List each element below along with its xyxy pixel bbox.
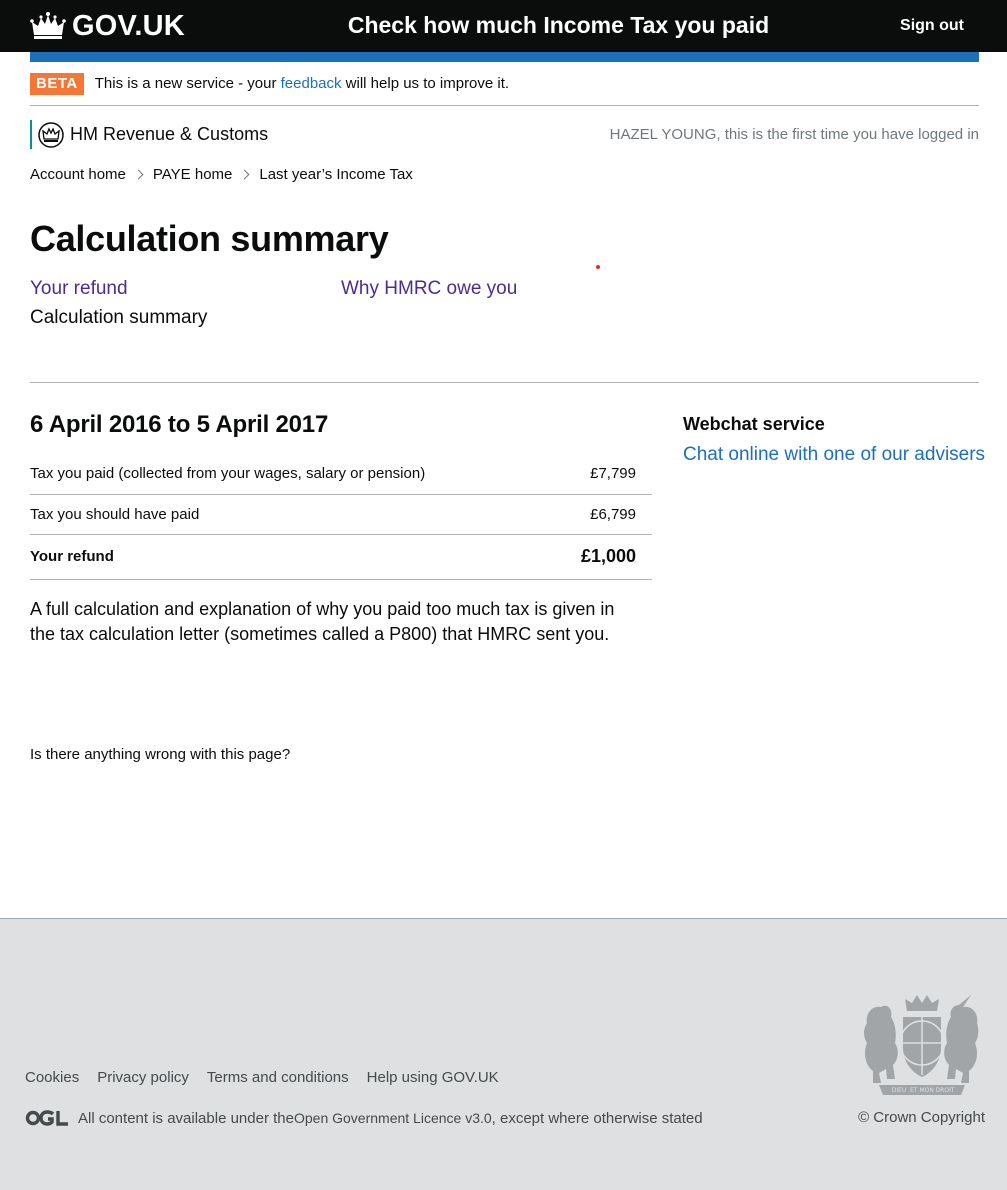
tax-period-heading: 6 April 2016 to 5 April 2017 <box>30 411 329 438</box>
header-blue-bar <box>30 52 979 62</box>
breadcrumb-paye-home[interactable]: PAYE home <box>152 166 233 183</box>
row-label: Tax you should have paid <box>30 494 557 534</box>
ogl-link[interactable]: Open Government Licence v3.0 <box>293 1110 492 1126</box>
hmrc-crest-icon <box>38 122 64 148</box>
cursor-dot <box>596 265 600 269</box>
calculation-table <box>30 454 652 580</box>
royal-coat-of-arms-icon <box>859 993 985 1097</box>
govuk-logo-link[interactable] <box>30 10 185 42</box>
footer-link-cookies[interactable]: Cookies <box>25 1069 80 1086</box>
row-label: Tax you paid (collected from your wages, salary or pension) <box>30 454 557 494</box>
chevron-right-icon <box>133 170 143 180</box>
sign-out-link[interactable]: Sign out <box>900 17 964 34</box>
breadcrumb <box>30 166 413 183</box>
webchat-link[interactable]: Chat online with one of our advisers <box>683 444 986 465</box>
crown-copyright-link[interactable]: © Crown Copyright <box>858 1109 985 1126</box>
table-row <box>30 454 652 494</box>
crown-icon <box>30 11 66 41</box>
beta-tag: BETA <box>30 73 84 95</box>
global-header <box>0 0 1007 52</box>
beta-banner <box>30 73 979 106</box>
beta-text-before: This is a new service - your <box>94 75 281 92</box>
beta-text <box>95 73 509 95</box>
service-name[interactable]: Check how much Income Tax you paid <box>347 12 770 38</box>
section-divider <box>30 382 979 383</box>
licence-text-before: All content is available under the <box>78 1109 294 1127</box>
licence-text-after: , except where otherwise stated <box>491 1109 703 1127</box>
crest-motto-3: DROIT <box>935 1087 955 1094</box>
crest-motto-1: DIEU <box>891 1087 907 1094</box>
breadcrumb-last-years-income-tax[interactable]: Last year’s Income Tax <box>259 166 413 183</box>
total-amount: £1,000 <box>557 534 652 579</box>
hmrc-name: HM Revenue & Customs <box>70 124 269 144</box>
govuk-logo-text: GOV.UK <box>72 9 185 42</box>
row-amount: £6,799 <box>557 494 652 534</box>
page-title: Calculation summary <box>30 218 389 259</box>
footer-links <box>25 1069 517 1086</box>
why-hmrc-owe-you-link[interactable]: Why HMRC owe you <box>341 278 518 299</box>
table-row <box>30 494 652 534</box>
chevron-right-icon <box>240 170 250 180</box>
row-amount: £7,799 <box>557 454 652 494</box>
footer-link-privacy[interactable]: Privacy policy <box>97 1069 189 1086</box>
explanation-text: A full calculation and explanation of why you paid too much tax is given in the tax calculation letter (sometimes called a P800) that HMRC sent you. <box>30 599 615 644</box>
login-message: HAZEL YOUNG, this is the first time you have logged in <box>609 126 979 143</box>
footer-link-terms[interactable]: Terms and conditions <box>206 1069 349 1086</box>
feedback-link[interactable]: feedback <box>280 75 342 92</box>
footer <box>0 918 1007 1190</box>
crest-motto-2: ET MON <box>910 1087 934 1094</box>
footer-link-help[interactable]: Help using GOV.UK <box>366 1069 499 1086</box>
hmrc-organisation <box>30 120 268 149</box>
current-page-label: Calculation summary <box>30 307 208 328</box>
beta-text-after: will help us to improve it. <box>341 75 510 92</box>
total-label: Your refund <box>30 534 557 579</box>
webchat-heading: Webchat service <box>683 414 825 434</box>
your-refund-link[interactable]: Your refund <box>30 278 128 299</box>
report-problem-link[interactable]: Is there anything wrong with this page? <box>30 746 291 763</box>
breadcrumb-account-home[interactable]: Account home <box>30 166 126 183</box>
licence-statement <box>25 1109 703 1127</box>
total-row <box>30 534 652 579</box>
ogl-logo-icon <box>25 1109 69 1127</box>
